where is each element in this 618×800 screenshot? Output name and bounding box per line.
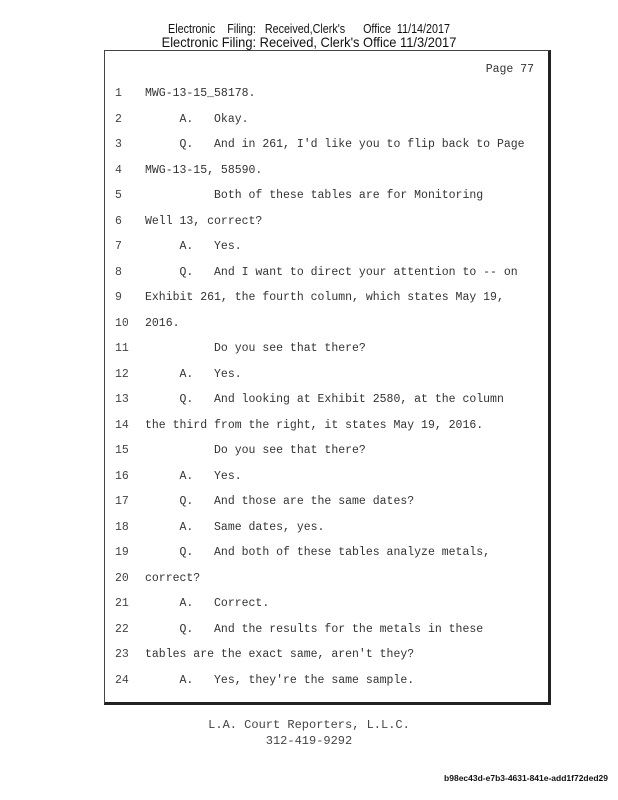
line-text: Q. And I want to direct your attention to -- on: [145, 265, 518, 279]
transcript-line: [105, 189, 552, 205]
transcript-line: [105, 470, 552, 486]
line-number: 21: [115, 597, 129, 610]
line-number: 5: [115, 189, 122, 202]
line-text: A. Correct.: [145, 597, 270, 610]
transcript-line: [105, 648, 552, 664]
transcript-line: [105, 597, 552, 613]
filing-stamp-line-1: Electronic Filing: Received,Clerk's Office 11/14/2017: [168, 22, 450, 36]
line-number: 4: [115, 163, 122, 177]
court-reporter-name: L.A. Court Reporters, L.L.C.: [208, 718, 410, 732]
line-text: the third from the right, it states May 19, 2016.: [145, 418, 484, 432]
line-text: Do you see that there?: [145, 342, 366, 355]
line-text: Q. And those are the same dates?: [145, 495, 415, 508]
line-text: A. Yes, they're the same sample.: [145, 673, 415, 687]
line-number: 23: [115, 648, 129, 661]
line-text: A. Okay.: [145, 112, 249, 126]
transcript-line: [105, 266, 552, 282]
transcript-line: [105, 393, 552, 409]
line-text: Q. And both of these tables analyze metals,: [145, 546, 491, 559]
line-number: 9: [115, 291, 122, 304]
line-number: 1: [115, 87, 122, 100]
transcript-line: [105, 368, 552, 384]
transcript-line: [105, 674, 552, 690]
line-text: Q. And looking at Exhibit 2580, at the column: [145, 393, 504, 406]
transcript-line: [105, 572, 552, 588]
line-text: A. Yes.: [145, 367, 242, 381]
line-number: 8: [115, 265, 122, 279]
line-number: 3: [115, 138, 122, 151]
transcript-line: [105, 240, 552, 256]
line-text: Q. And the results for the metals in these: [145, 622, 484, 636]
transcript-line: [105, 215, 552, 231]
line-number: 17: [115, 495, 129, 508]
transcript-line: [105, 87, 552, 103]
transcript-line: [105, 164, 552, 180]
line-number: 13: [115, 393, 129, 406]
line-number: 6: [115, 214, 122, 228]
transcript-line: [105, 495, 552, 511]
line-text: correct?: [145, 571, 201, 585]
filing-stamp-line-2: Electronic Filing: Received, Clerk's Office 11/3/2017: [161, 34, 457, 50]
line-number: 7: [115, 240, 122, 253]
line-text: Exhibit 261, the fourth column, which states May 19,: [145, 291, 504, 304]
line-number: 10: [115, 316, 129, 330]
page-number-label: Page 77: [485, 63, 534, 76]
transcript-line: [105, 444, 552, 460]
line-number: 19: [115, 546, 129, 559]
line-text: Both of these tables are for Monitoring: [145, 189, 484, 202]
line-number: 15: [115, 444, 129, 457]
transcript-line: [105, 521, 552, 537]
transcript-page: [104, 50, 551, 705]
line-text: A. Yes.: [145, 469, 242, 483]
transcript-line: [105, 138, 552, 154]
line-text: 2016.: [145, 316, 180, 330]
line-number: 22: [115, 622, 129, 636]
line-number: 18: [115, 520, 129, 534]
line-number: 12: [115, 367, 129, 381]
transcript-line: [105, 623, 552, 639]
transcript-line: [105, 317, 552, 333]
line-number: 20: [115, 571, 129, 585]
line-text: A. Yes.: [145, 240, 242, 253]
line-number: 24: [115, 673, 129, 687]
court-reporter-phone: 312-419-9292: [265, 734, 353, 748]
line-text: Do you see that there?: [145, 444, 366, 457]
line-text: MWG-13-15_58178.: [145, 87, 256, 100]
line-text: Q. And in 261, I'd like you to flip back to Page: [145, 138, 525, 151]
line-number: 2: [115, 112, 122, 126]
transcript-line: [105, 546, 552, 562]
line-text: A. Same dates, yes.: [145, 520, 325, 534]
transcript-line: [105, 342, 552, 358]
line-text: tables are the exact same, aren't they?: [145, 648, 415, 661]
line-text: MWG-13-15, 58590.: [145, 163, 263, 177]
line-number: 14: [115, 418, 129, 432]
line-text: Well 13, correct?: [145, 214, 263, 228]
transcript-line: [105, 291, 552, 307]
transcript-line: [105, 419, 552, 435]
line-number: 11: [115, 342, 129, 355]
line-number: 16: [115, 469, 129, 483]
transcript-line: [105, 113, 552, 129]
document-hash: b98ec43d-e7b3-4631-841e-add1f72ded29: [444, 773, 608, 783]
